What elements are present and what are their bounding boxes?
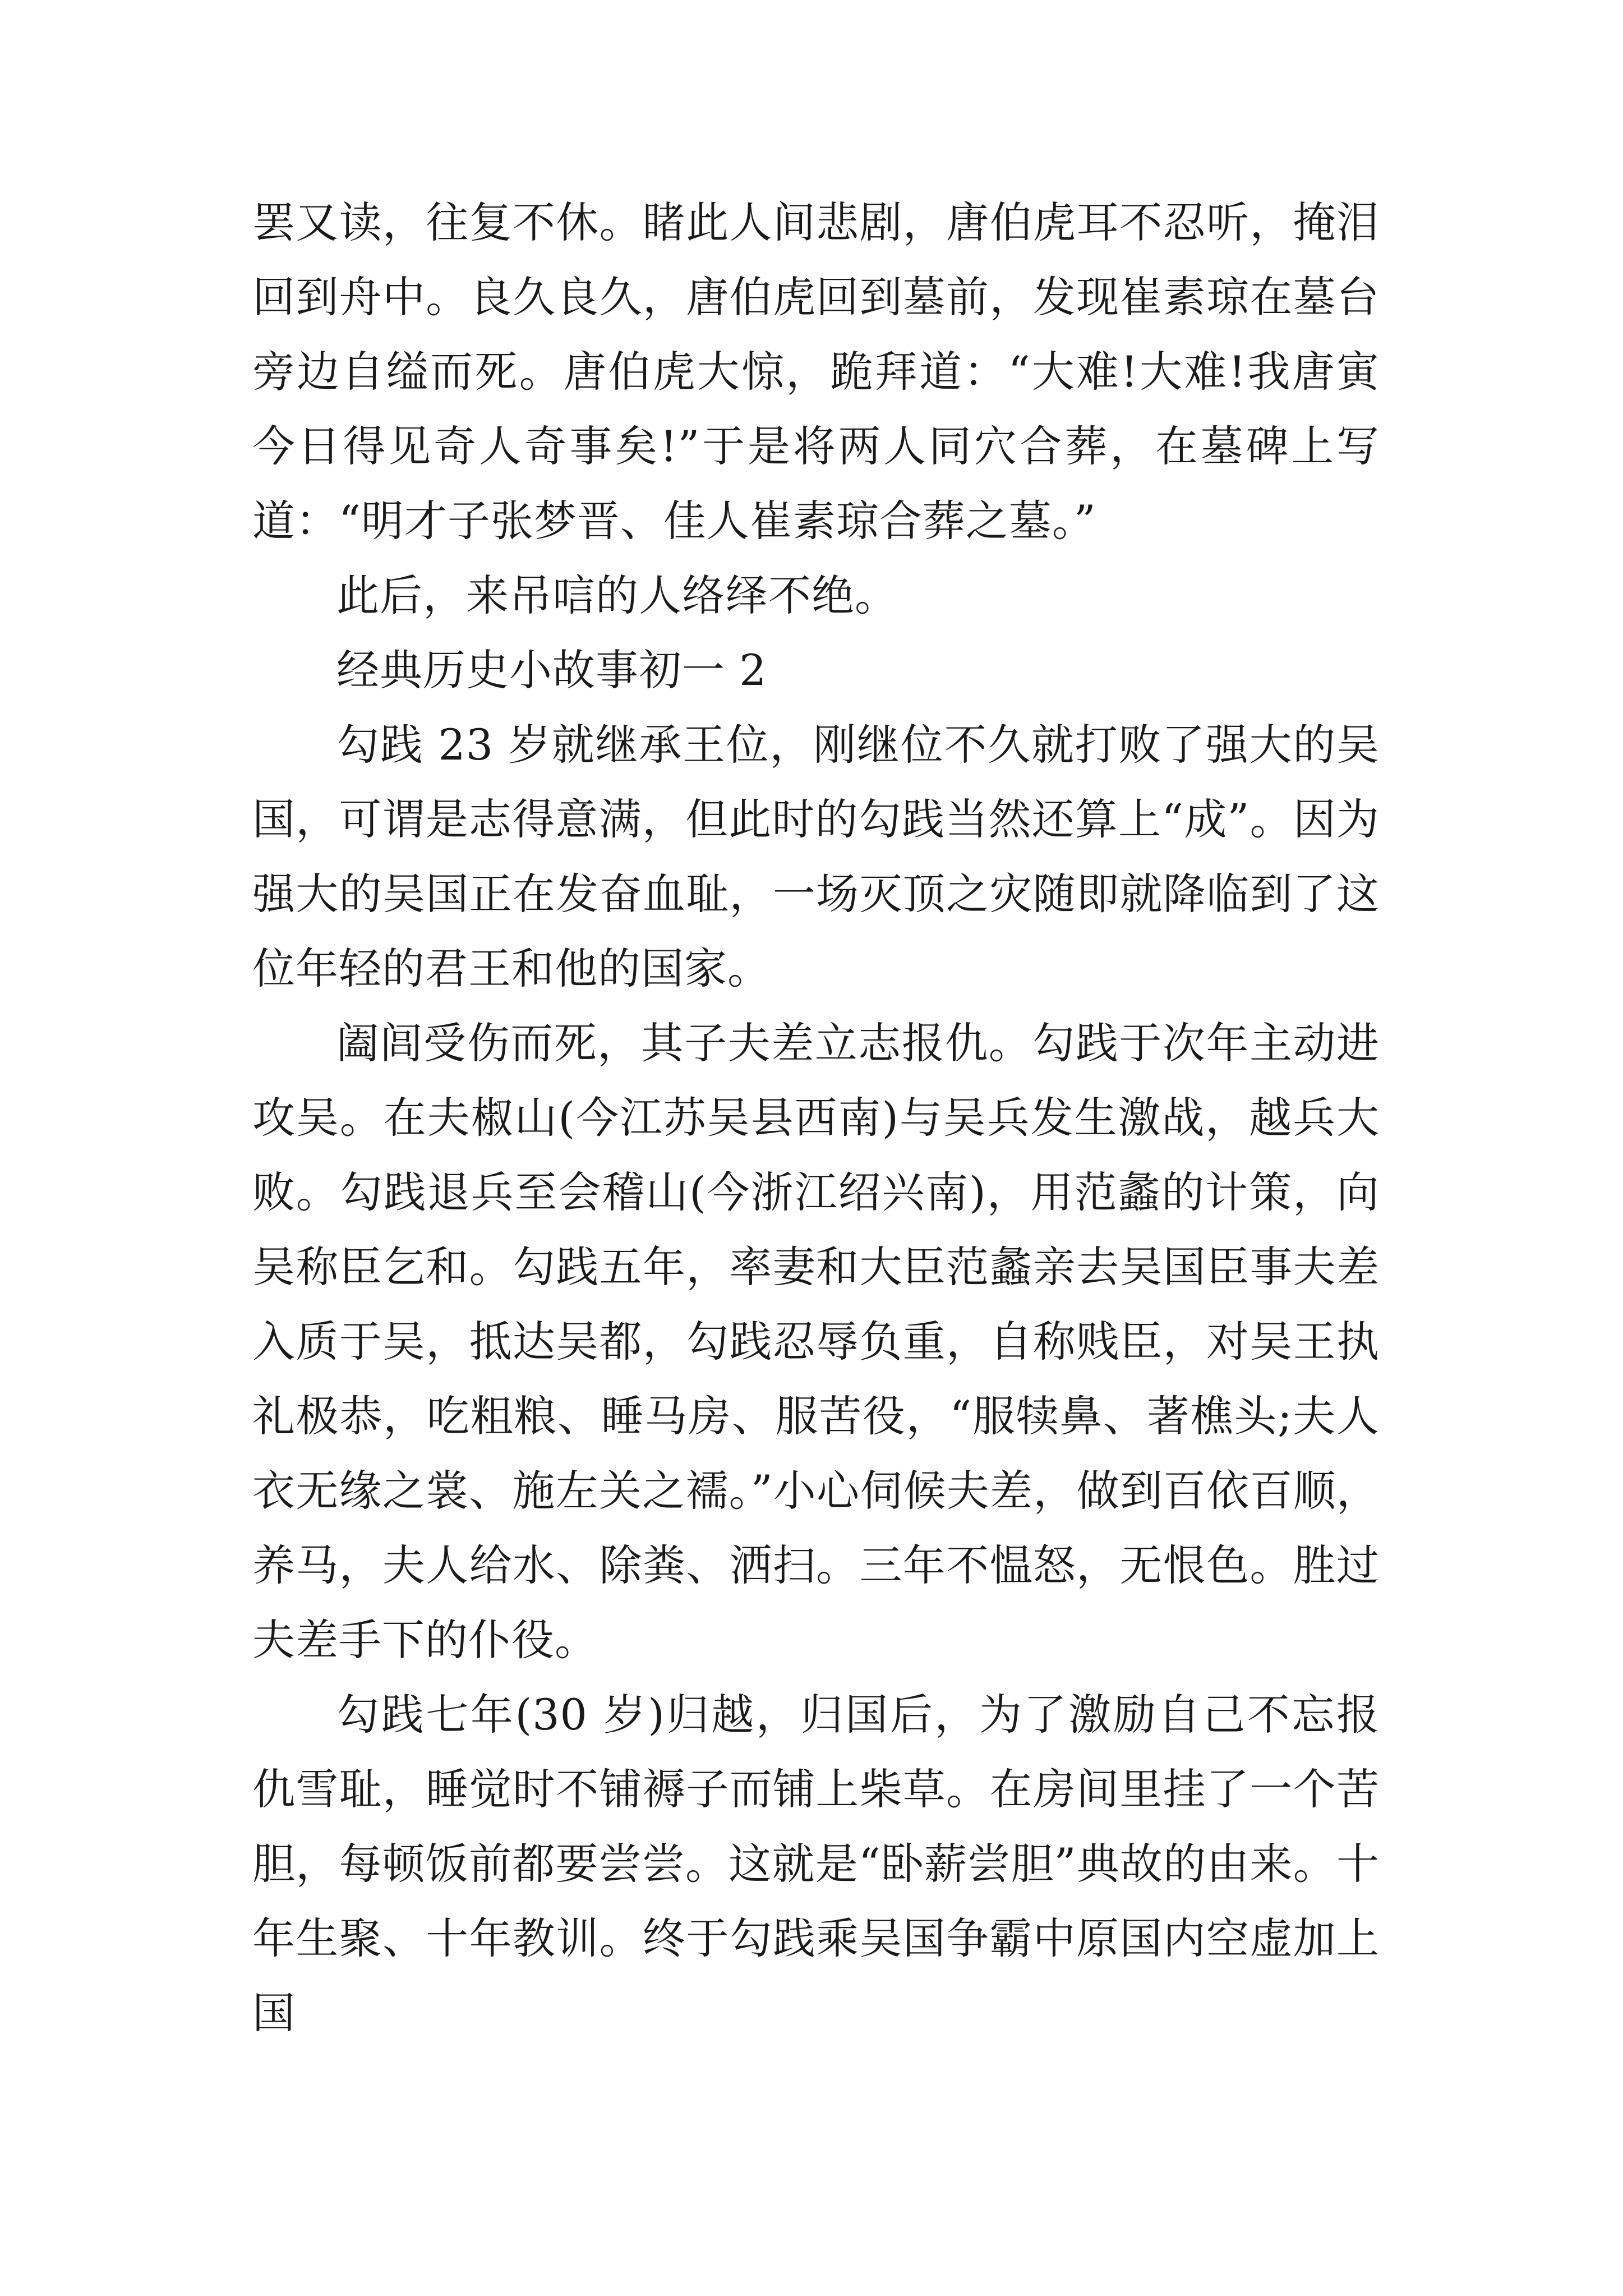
paragraph: 罢又读，往复不休。睹此人间悲剧，唐伯虎耳不忍听，掩泪回到舟中。良久良久，唐伯虎回到墓前，发现崔素琼在墓台旁边自缢而死。唐伯虎大惊，跪拜道：“大难!大难!我唐寅今日得见奇人奇事矣!”于是将两人同穴合葬，在墓碑上写道：“明才子张梦晋、佳人崔素琼合葬之墓。” <box>252 197 1380 546</box>
paragraph: 勾践七年(30 岁)归越，归国后，为了激励自己不忘报仇雪耻，睡觉时不铺褥子而铺上柴草。在房间里挂了一个苦胆，每顿饭前都要尝尝。这就是“卧薪尝胆”典故的由来。十年生聚、十年教训。终于勾践乘吴国争霸中原国内空虚加上国 <box>252 1690 1380 2038</box>
section-heading: 经典历史小故事初一 2 <box>336 645 767 695</box>
paragraph: 阖闾受伤而死，其子夫差立志报仇。勾践于次年主动进攻吴。在夫椒山(今江苏吴县西南)与吴兵发生激战，越兵大败。勾践退兵至会稽山(今浙江绍兴南)，用范蠡的计策，向吴称臣乞和。勾践五年，率妻和大臣范蠡亲去吴国臣事夫差入质于吴，抵达吴都，勾践忍辱负重，自称贱臣，对吴王执礼极恭，吃粗粮、睡马房、服苦役，“服犊鼻、著樵头;夫人衣无缘之裳、施左关之襦。”小心伺候夫差，做到百依百顺，养马，夫人给水、除粪、洒扫。三年不愠怒，无恨色。胜过夫差手下的仆役。 <box>252 1018 1380 1665</box>
paragraph: 勾践 23 岁就继承王位，刚继位不久就打败了强大的吴国，可谓是志得意满，但此时的勾践当然还算上“成”。因为强大的吴国正在发奋血耻，一场灭顶之灾随即就降临到了这位年轻的君王和他的国家。 <box>252 720 1380 993</box>
document-body <box>252 185 1380 2050</box>
paragraph: 此后，来吊唁的人络绎不绝。 <box>336 570 898 620</box>
